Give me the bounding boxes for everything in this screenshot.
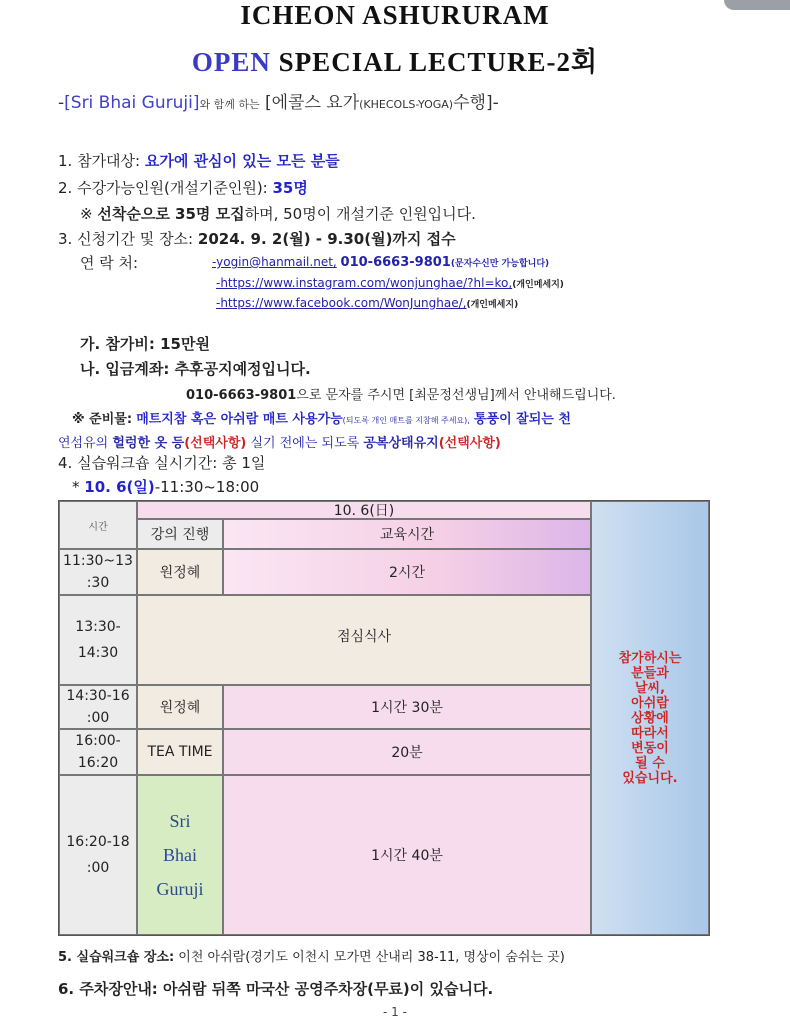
row-5-prog: Sri Bhai Guruji [137,775,223,935]
item-5-value: 이천 아쉬람(경기도 이천시 모가면 산내리 38-11, 명상이 숨쉬는 곳) [178,950,565,965]
note-rest: 하며, 50명이 개설기준 인원입니다. [244,205,476,223]
item-2-label: 2. 수강가능인원(개설기준인원): [58,179,268,197]
row-3-prog: 원정혜 [137,685,223,729]
insta-note: (개인메세지) [512,280,564,290]
prep-opt1: (선택사항) [184,436,247,451]
course-english: (KHECOLS-YOGA) [359,98,454,111]
item-3-value: 2024. 9. 2(월) - 9.30(월)까지 접수 [197,230,456,248]
col-prog: 강의 진행 [137,519,223,549]
prep-b: 헐렁한 옷 등 [112,436,185,451]
item-2 [58,177,308,198]
phone-note: (문자수신만 가능합니다) [450,259,550,269]
col-dur: 교육시간 [223,519,591,549]
note-mark: ※ [80,205,93,223]
fee-line [80,333,210,354]
item-5 [58,946,565,965]
row-2-lunch: 점심식사 [137,595,591,685]
prep-line-1 [72,408,571,427]
fb-note: (개인메세지) [466,300,519,310]
row-3-time: 14:30-16 :00 [59,685,137,729]
contact-line-2 [216,276,564,290]
date-bold: 10. 6(일) [84,478,155,496]
date-time: -11:30~18:00 [154,478,260,496]
prep-c: 실기 전에는 되도록 [250,436,360,451]
facebook-link[interactable]: -https://www.facebook.com/WonJunghae/, [216,296,467,310]
col-time: 시간 [59,501,137,549]
account-rest: 으로 문자를 주시면 [최문정선생님]께서 안내해드립니다. [296,388,616,403]
item-1 [58,150,340,171]
account-phone: 010-6663-9801 [186,388,297,403]
item-6-value: 아쉬람 뒤쪽 마국산 공영주차장(무료)이 있습니다. [163,980,494,998]
phone: 010-6663-9801 [340,255,451,270]
course-line [58,88,499,113]
prep-cloth: 통풍이 잘되는 천 [473,412,571,427]
sub-dash: - [58,93,65,113]
email-link[interactable]: -yogin@hanmail.net, [212,255,337,269]
row-5-dur: 1시간 40분 [223,775,591,935]
teacher-name: [Sri Bhai Guruji] [64,93,200,113]
page-subtitle [0,40,790,79]
open-word: OPEN [191,47,271,77]
course-name: [에콜스 요가 [264,93,360,113]
date-line [72,476,259,497]
note-bold: 선착순으로 35명 모집 [97,205,245,223]
item-5-label: 5. 실습워크숍 장소: [58,950,175,965]
item-6 [58,978,493,999]
prep-mat: 매트지참 혹은 아쉬람 매트 사용가능 [136,412,343,427]
row-5-time: 16:20-18 :00 [59,775,137,935]
account-contact [186,384,616,403]
fee-value: 15만원 [160,335,210,353]
item-1-label: 1. 참가대상: [58,152,141,170]
special-lecture: SPECIAL LECTURE-2회 [278,47,599,77]
date-star: * [72,478,80,496]
contact-line-3 [216,296,518,310]
schedule-table [58,500,710,936]
sub-with: 와 함께 하는 [199,98,260,111]
item-3 [58,228,456,249]
prep-d: 공복상태유지 [363,436,439,451]
contact-line-1 [212,255,549,270]
fee-label: 가. 참가비: [80,335,155,353]
account-value: 추후공지예정입니다. [174,360,311,378]
account-line [80,358,311,379]
row-1-dur: 2시간 [223,549,591,595]
row-4-time: 16:00- 16:20 [59,729,137,775]
item-2-value: 35명 [272,179,308,197]
row-4-prog: TEA TIME [137,729,223,775]
item-3-label: 3. 신청기간 및 장소: [58,230,194,248]
prep-mat-note: (되도록 개인 매트를 지참해 주세요), [342,416,470,425]
prep-label: ※ 준비물: [72,412,133,427]
page-number: - 1 - [383,1005,407,1019]
date-header: 10. 6(日) [137,501,591,519]
row-2-time: 13:30- 14:30 [59,595,137,685]
instagram-link[interactable]: -https://www.instagram.com/wonjunghae/?hl=ko, [216,276,513,290]
prep-opt2: (선택사항) [438,436,501,451]
item-4: 4. 실습워크숍 실시기간: 총 1일 [58,454,266,472]
course-end: 수행]- [453,93,499,113]
prep-line-2 [58,432,501,451]
prep-a: 연섬유의 [58,436,109,451]
item-6-label: 6. 주차장안내: [58,980,158,998]
contact-label: 연 락 처: [80,254,139,272]
notice-cell: 참가하시는 분들과 날씨, 아쉬람 상황에 따라서 변동이 될 수 있습니다. [591,501,709,935]
account-label: 나. 입금계좌: [80,360,170,378]
row-3-dur: 1시간 30분 [223,685,591,729]
row-1-time: 11:30~13 :30 [59,549,137,595]
page-title: ICHEON ASHURURAM [240,0,550,30]
row-1-prog: 원정혜 [137,549,223,595]
item-2-note [80,203,476,224]
item-1-value: 요가에 관심이 있는 모든 분들 [144,152,340,170]
row-4-dur: 20분 [223,729,591,775]
